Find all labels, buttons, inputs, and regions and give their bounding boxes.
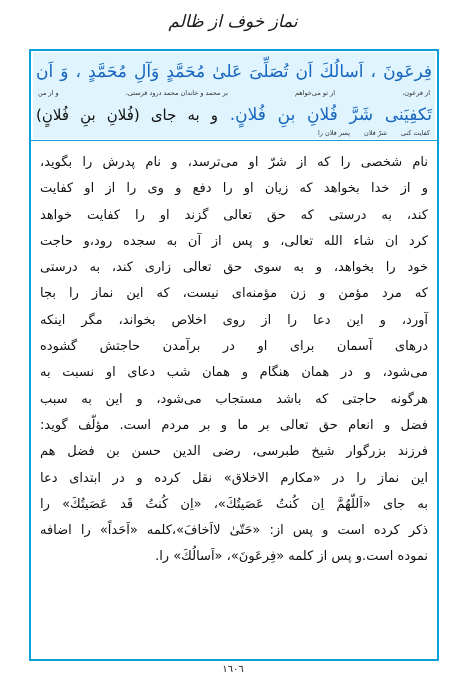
- body-line: هرگونه حاجتی که باشد مستجاب می‌شود، و این به سبب: [40, 391, 428, 407]
- body-line: نموده است.و پس از کلمه «فِرعَونَ»، «اَسالُكَ» را.: [155, 549, 428, 565]
- body-line: این نماز را در «مكارم الاخلاق» نقل کرده و در ابتدای دعا: [40, 470, 428, 486]
- body-line: کند، به درستی که حق تعالی گزند او را کفایت خواهد: [40, 207, 428, 223]
- body-line: می‌شود، و در همان هنگام و همان شب دعای او نسبت به: [40, 365, 428, 381]
- gloss-word: از تو می‌خواهم: [294, 89, 336, 97]
- body-line: ذکر کرده است و پس از: «حَتّیٰ لااَخافَ»،کلمه «اَحَداً» را اضافه: [40, 523, 428, 539]
- body-line: فضل و انعام حق تعالی بر ما و بر مردم است. مؤلّف گوید:: [40, 417, 428, 433]
- gloss-word: از فرعون،: [402, 89, 430, 97]
- body-line: به جای «اَللّهُمَّ اِن كُنتُ عَصَیتُكَ»، «اِن كُنتُ قَد عَصَیتُكَ» را: [40, 496, 428, 512]
- body-line: کرد ان شاء الله تعالی، و پس از آن به سجده رود،و حاجت: [40, 233, 428, 249]
- gloss-word: شرّ فلان: [364, 129, 387, 137]
- body-paragraph: [40, 150, 428, 571]
- arabic-prayer-line-1: فِرعَونَ ، اَسالُكَ اَن تُصَلِّیَ عَلیٰ مُحَمَّدٍ وَآلِ مُحَمَّدٍ ، وَ اَن: [36, 62, 432, 82]
- body-line: و از خدا بخواهد که زیان او را دفع و وی را از او کفایت: [40, 181, 428, 197]
- body-line: خود را بخواهد، و به سوی حق تعالی زاری کند، به درستی: [40, 260, 428, 276]
- gloss-word: بر محمد و خاندان محمد درود فرستی،: [125, 89, 228, 97]
- gloss-word: پسر فلان را: [318, 129, 351, 137]
- arabic-prayer-line-2: [36, 101, 432, 129]
- page-number: ١٦٠٦: [222, 664, 244, 675]
- body-line: درهای آسمان برای او در برآمدن حاجتش گشوده: [40, 339, 428, 355]
- body-line: که مرد مؤمن و زن مؤمنه‌ای نیست، که این نماز را بجا: [40, 286, 428, 302]
- body-line: آورد، و این دعا را از روی اخلاص بخواند، مگر اینکه: [40, 312, 428, 328]
- instruction-text: و به جای (فُلانِ بنِ فُلانٍ): [36, 106, 219, 124]
- arabic-prayer-phrase: تَكفِیَنی شَرَّ فُلانِ بنِ فُلانٍ.: [229, 105, 432, 125]
- gloss-word: و از من: [38, 89, 59, 97]
- body-line: فرزند بزرگوار شیخ طبرسی، رضی الدین حسن بن فضل هم: [40, 444, 428, 460]
- page-header-title: نماز خوف از ظالم: [168, 12, 298, 32]
- translation-gloss-line-1: [38, 89, 430, 97]
- gloss-word: کفایت کنی: [400, 129, 430, 137]
- translation-gloss-line-2: [38, 129, 430, 137]
- body-line: نام شخصی را که از شرّ او می‌ترسد، و نام پدرش را بگوید،: [40, 155, 428, 170]
- section-divider: [31, 140, 437, 141]
